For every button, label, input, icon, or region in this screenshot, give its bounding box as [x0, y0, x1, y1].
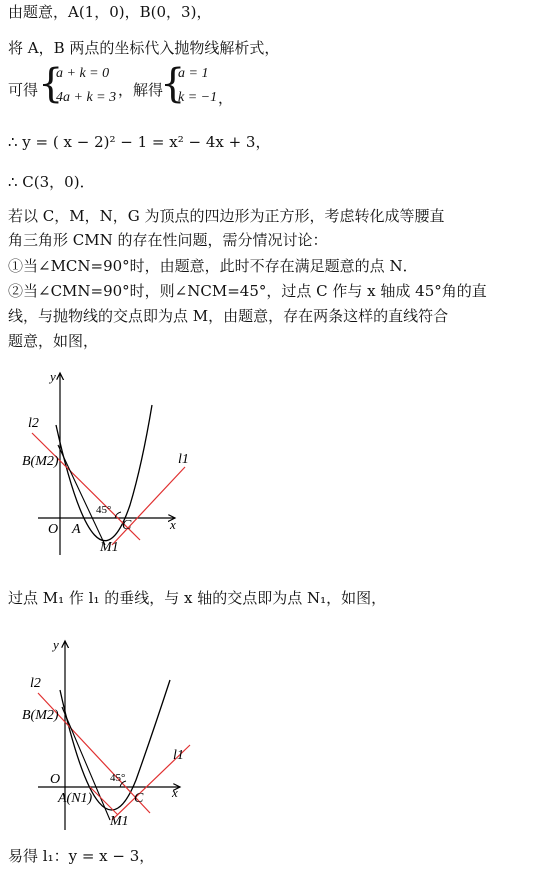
x-axis-label-1: x: [170, 517, 176, 532]
b-label-1: B(M2): [22, 454, 59, 469]
text-line-13: 易得 l₁：y = x − 3，: [8, 847, 155, 865]
m1-label-1: M1: [100, 540, 119, 555]
left-brace-1: {: [38, 61, 64, 107]
l1-label-1: l1: [178, 452, 189, 467]
perpendicular-line-2: [90, 787, 118, 815]
text-line-11: 题意，如图，: [8, 332, 99, 350]
origin-label-1: O: [48, 522, 59, 537]
l1-label-2: l1: [173, 748, 184, 763]
parabola-1: [56, 405, 152, 541]
text-line-3-suffix: ，: [218, 89, 234, 107]
c-label-1: C: [122, 518, 132, 533]
text-line-10: 线，与抛物线的交点即为点 M，由题意，存在两条这样的直线符合: [8, 307, 449, 325]
text-line-8: ①当∠MCN=90°时，由题意，此时不存在满足题意的点 N．: [8, 257, 418, 275]
system2-eq-a: a = 1: [178, 66, 209, 81]
angle-label-1: 45°: [96, 504, 112, 516]
text-line-7: 角三角形 CMN 的存在性问题，需分情况讨论：: [8, 231, 328, 249]
text-line-3-prefix: 可得: [8, 81, 39, 99]
system1-eq-a: a + k = 0: [56, 66, 110, 81]
figure-2: [20, 635, 210, 835]
text-line-3-mid: ，解得: [118, 81, 164, 99]
y-axis-label-2: y: [53, 637, 59, 652]
m1-label-2: M1: [110, 814, 129, 829]
text-line-2: 将 A，B 两点的坐标代入抛物线解析式，: [8, 39, 280, 57]
text-line-6: 若以 C，M，N，G 为顶点的四边形为正方形，考虑转化成等腰直: [8, 207, 445, 225]
text-line-1: 由题意，A(1，0)，B(0，3)，: [8, 3, 212, 21]
left-brace-2: {: [160, 61, 186, 107]
line-bc-1: [58, 445, 105, 545]
system1-eq-b: 4a + k = 3: [56, 90, 117, 105]
text-line-9: ②当∠CMN=90°时，则∠NCM=45°，过点 C 作与 x 轴成 45°角的直: [8, 282, 487, 300]
text-line-12: 过点 M₁ 作 l₁ 的垂线，与 x 轴的交点即为点 N₁，如图，: [8, 589, 387, 607]
a-label-2: A(N1): [58, 791, 93, 806]
system2-eq-b: k = −1: [178, 90, 218, 105]
y-axis-label-1: y: [50, 369, 56, 384]
x-axis-label-2: x: [172, 785, 178, 800]
text-line-5: ∴ C(3，0)．: [8, 173, 95, 191]
l2-label-1: l2: [28, 416, 39, 431]
a-label-1: A: [72, 522, 81, 537]
angle-arc-1: [115, 512, 121, 518]
b-label-2: B(M2): [22, 708, 59, 723]
c-label-2: C: [134, 791, 144, 806]
l2-label-2: l2: [30, 676, 41, 691]
text-line-4: ∴ y = ( x − 2)² − 1 = x² − 4x + 3，: [8, 133, 271, 151]
line-l1-1: [112, 467, 185, 545]
angle-label-2: 45°: [110, 772, 126, 784]
origin-label-2: O: [50, 772, 61, 787]
figure-1: [20, 365, 200, 560]
